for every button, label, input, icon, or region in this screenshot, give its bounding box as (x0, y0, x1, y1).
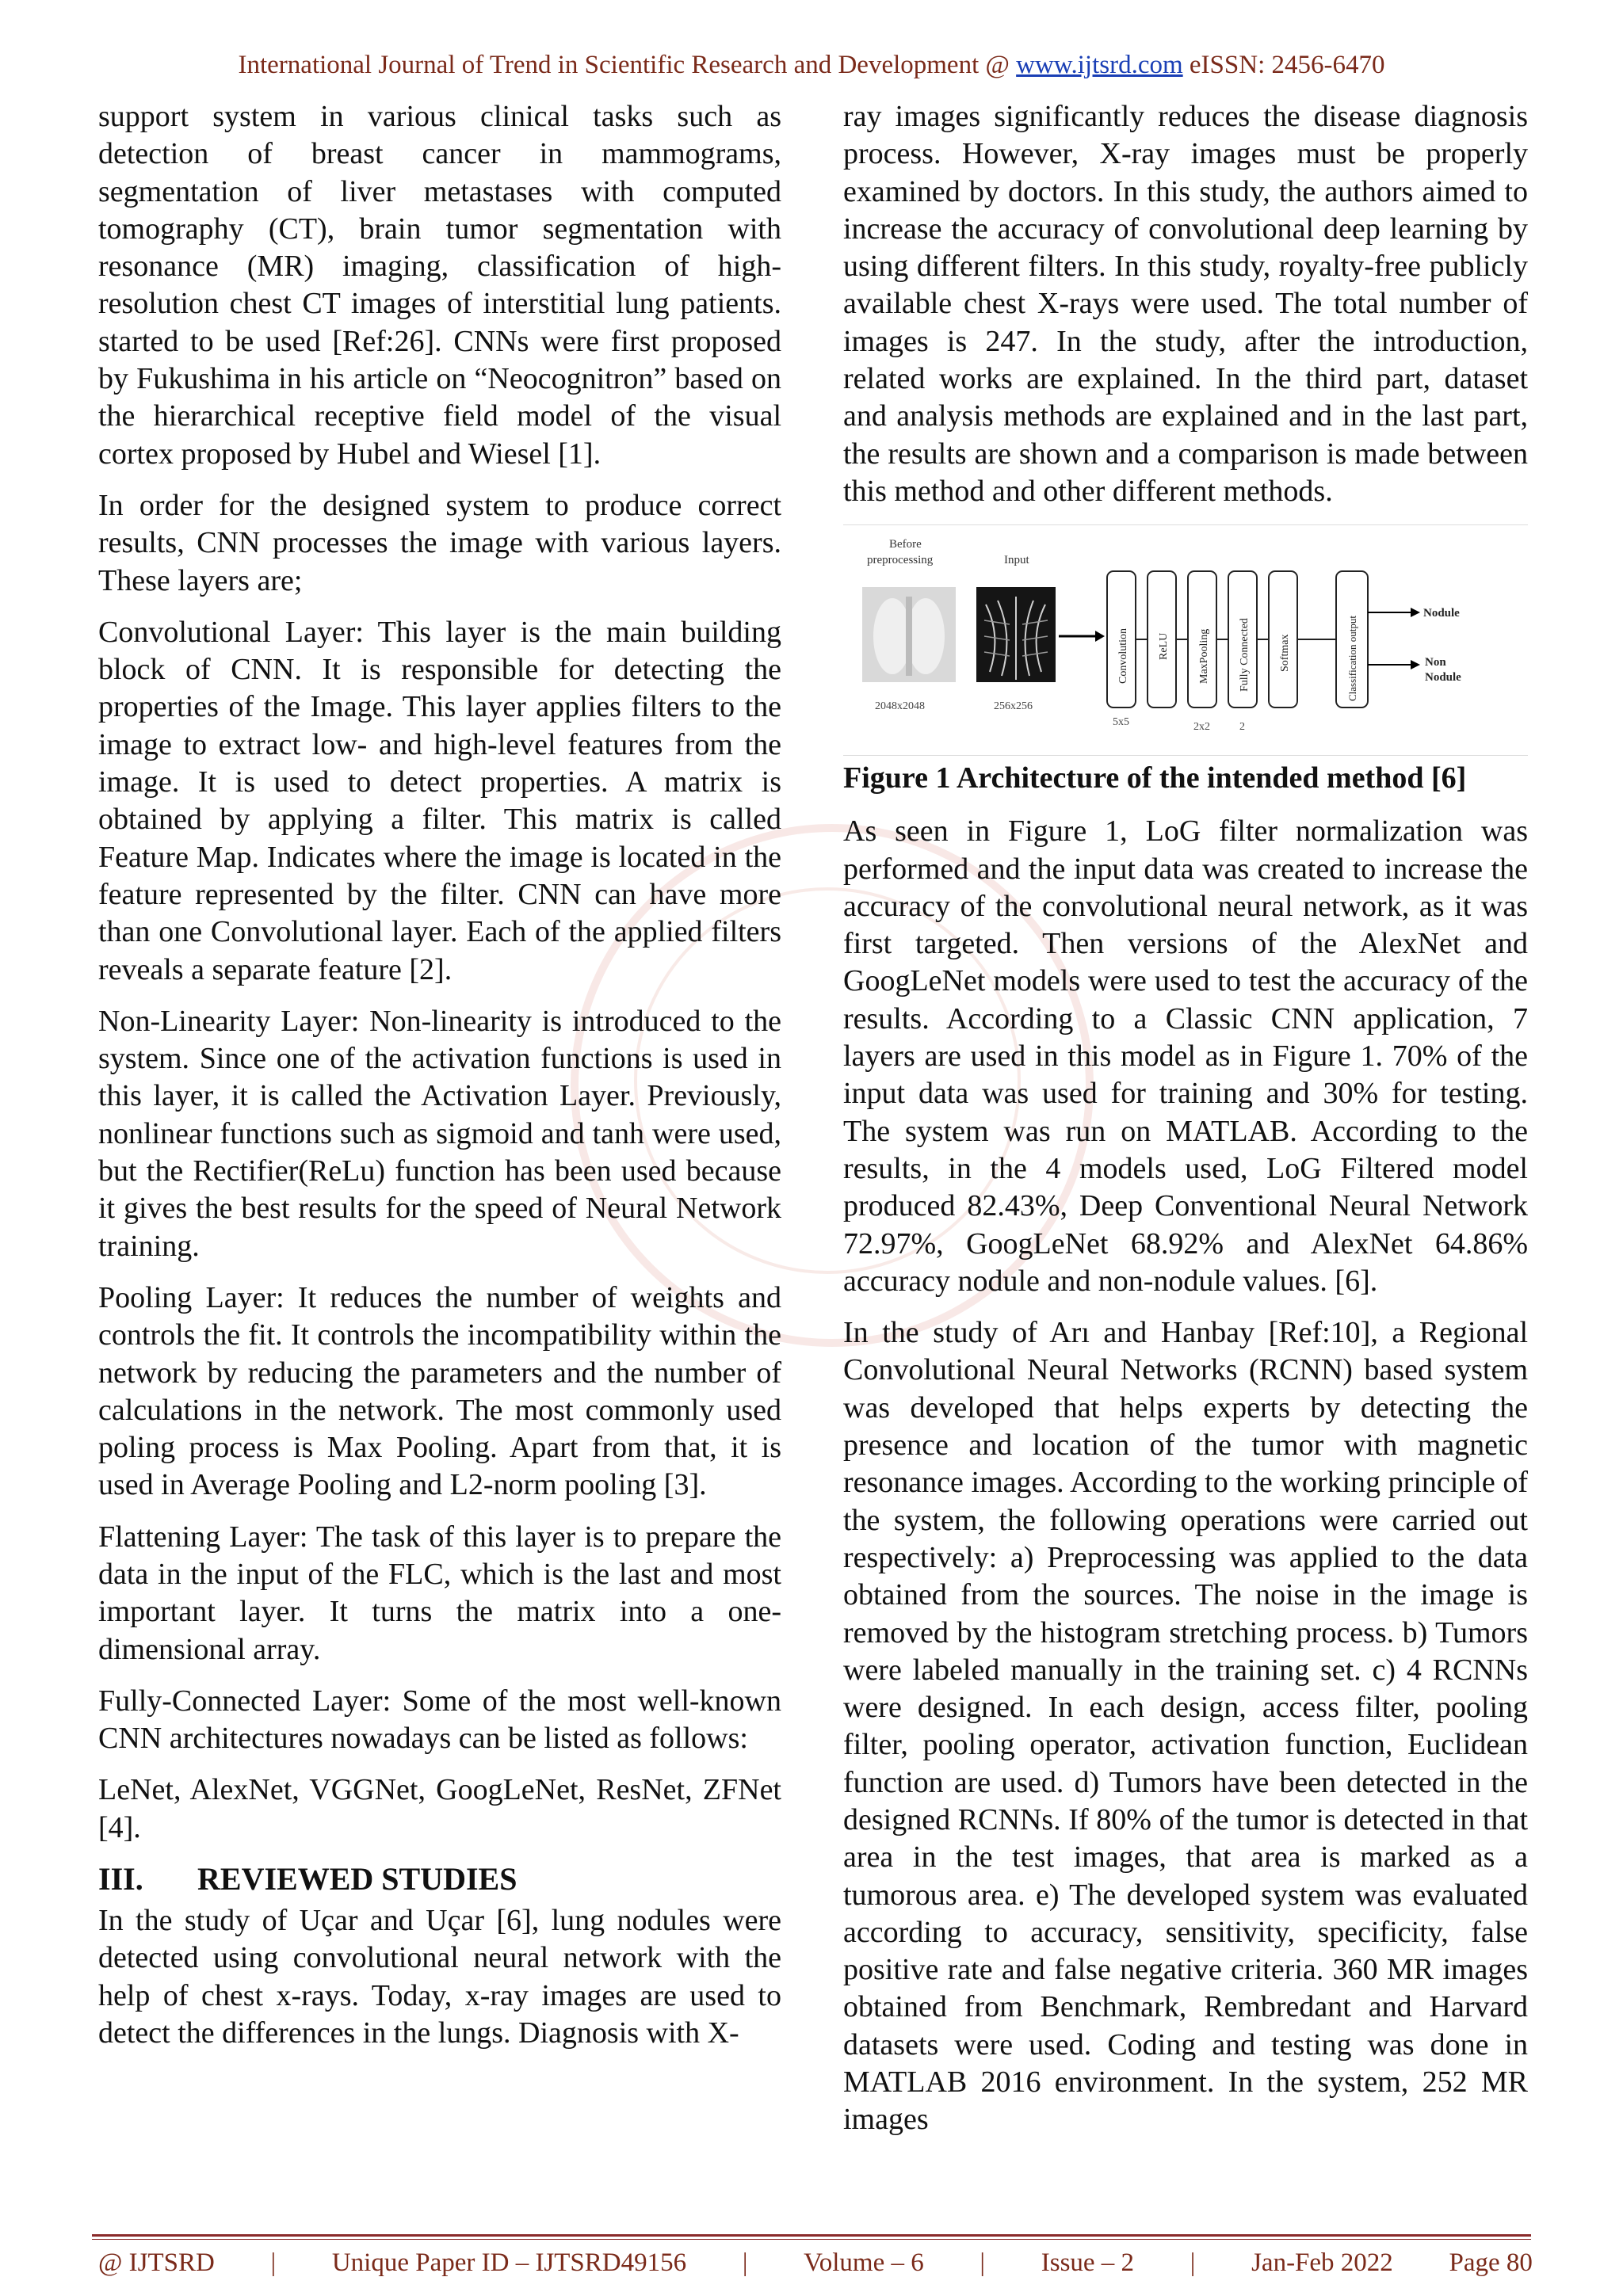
paragraph: In the study of Uçar and Uçar [6], lung nodules were detected using convolutional neural network with the help of chest x-rays. Today, x-ray images are used to detect the differences in the lungs. Diagnosis with X- (98, 1904, 781, 2050)
running-footer (98, 2247, 1533, 2279)
pool-size-label: 2x2 (1193, 721, 1210, 734)
output-non-nodule-label: Nodule (1425, 671, 1461, 685)
footer-page-number: Page 80 (1449, 2248, 1533, 2277)
layer-convolution-label: Convolution (1117, 628, 1129, 685)
output-nodule-label: Nodule (1423, 607, 1460, 620)
section-title: REVIEWED STUDIES (197, 1861, 517, 1897)
paragraph: As seen in Figure 1, LoG filter normalization was performed and the input data was created to increase the accuracy of the convolutional neural network, as it was first targeted. Then versions of the AlexNet and GoogLeNet models were used to test the accuracy of the results. According to a Classic CNN application, 7 layers are used in this model as in Figure 1. 70% of the input data was used for training and 30% for testing. The system was run on MATLAB. According to the results, in the 4 models used, LoG Filtered model produced 82.43%, Deep Conventional Neural Network 72.97%, GoogLeNet 68.92% and AlexNet 64.86% accuracy nodule and non-nodule values. [6]. (843, 814, 1528, 1298)
layer-softmax-label: Softmax (1279, 634, 1291, 673)
paragraph: Flattening Layer: The task of this layer is to prepare the data in the input of the FLC, which is the last and most important layer. It turns the matrix into a one-dimensional array. (98, 1520, 781, 1666)
left-column (98, 98, 781, 2066)
size-input-label: 256x256 (994, 700, 1033, 713)
paragraph: ray images significantly reduces the disease diagnosis process. However, X-ray images must be properly examined by doctors. In this study, the authors aimed to increase the accuracy of convolutional deep learning by using different filters. In this study, royalty-free publicly available chest X-rays were used. The total number of images is 247. In the study, after the introduction, related works are explained. In the third part, dataset and analysis methods are explained and in the last part, the results are shown and a comparison is made between this method and other different methods. (843, 100, 1528, 508)
layer-fully-connected-label: Fully Connected (1239, 618, 1251, 692)
paragraph: Pooling Layer: It reduces the number of weights and controls the fit. It controls the incompatibility within the network by reducing the parameters and the number of calculations in the network. The most commonly used poling process is Max Pooling. Apart from that, it is used in Average Pooling and L2-norm pooling [3]. (98, 1280, 781, 1502)
footer-volume: Volume – 6 (804, 2248, 924, 2277)
footer-separator: | (270, 2248, 277, 2277)
paragraph: Fully-Connected Layer: Some of the most well-known CNN architectures nowadays can be listed as follows: (98, 1684, 781, 1756)
layer-classification-output-label: Classification output (1346, 616, 1358, 702)
footer-rule (92, 2234, 1531, 2237)
paragraph: In the study of Arı and Hanbay [Ref:10], a Regional Convolutional Neural Networks (RCNN) based system was developed that helps experts by detecting the presence and location of the tumor with magnetic resonance images. According to the working principle of the system, the following operations were carried out respectively: a) Preprocessing was applied to the data obtained from the sources. The noise in the image is removed by the histogram stretching process. b) Tumors were labeled manually in the training set. c) 4 RCNNs were designed. In each design, access filter, pooling filter, pooling operator, activation function, Euclidean function are used. d) Tumors have been detected in the designed RCNNs. If 80% of the tumor is detected in that area in the test images, that area is marked as a tumorous area. e) The developed system was evaluated according to accuracy, sensitivity, specificity, false positive rate and false negative criteria. 360 MR images obtained from Benchmark, Rembredant and Harvard datasets were used. Coding and testing was done in MATLAB 2016 environment. In the system, 252 MR images (843, 1316, 1528, 2137)
footer-separator: | (742, 2248, 748, 2277)
before-label-2: preprocessing (867, 554, 934, 567)
xray-before-image (862, 587, 956, 682)
section-heading (98, 1861, 781, 1897)
footer-separator: | (980, 2248, 986, 2277)
architecture-figure (843, 524, 1528, 756)
layer-relu-label: ReLU (1158, 633, 1170, 661)
footer-issue: Issue – 2 (1041, 2248, 1135, 2277)
footer-rule-thin (92, 2239, 1531, 2240)
journal-name: International Journal of Trend in Scientific Research and Development @ (238, 51, 1017, 79)
before-label-1: Before (889, 538, 922, 551)
right-column (843, 98, 1528, 2153)
figure-caption: Figure 1 Architecture of the intended method [6] (843, 761, 1467, 795)
fc-size-label: 2 (1239, 721, 1245, 734)
footer-site: @ IJTSRD (98, 2248, 215, 2277)
paragraph: In order for the designed system to produce correct results, CNN processes the image with various layers. These layers are; (98, 488, 781, 597)
paragraph: Convolutional Layer: This layer is the main building block of CNN. It is responsible for detecting the properties of the Image. This layer applies filters to the image to extract low- and high-level features from the image. It is used to detect properties. A matrix is obtained by applying a filter. This matrix is called Feature Map. Indicates where the image is located in the feature represented by the filter. CNN can have more than one Convolutional layer. Each of the applied filters reveals a separate feature [2]. (98, 615, 781, 986)
footer-separator: | (1190, 2248, 1196, 2277)
xray-input-image (976, 587, 1056, 682)
output-non-label: Non (1425, 656, 1446, 669)
journal-issn: eISSN: 2456-6470 (1182, 51, 1385, 79)
running-header (0, 49, 1623, 81)
footer-paper-id: Unique Paper ID – IJTSRD49156 (331, 2248, 687, 2277)
paragraph: Non-Linearity Layer: Non-linearity is introduced to the system. Since one of the activation functions is used in this layer, it is called the Activation Layer. Previously, nonlinear functions such as sigmoid and tanh were used, but the Rectifier(ReLu) function has been used because it gives the best results for the speed of Neural Network training. (98, 1004, 781, 1263)
size-before-label: 2048x2048 (875, 700, 925, 713)
journal-url-link[interactable]: www.ijtsrd.com (1016, 51, 1183, 79)
layer-maxpooling-label: MaxPooling (1198, 629, 1210, 685)
paragraph: support system in various clinical tasks such as detection of breast cancer in mammograms, segmentation of liver metastases with computed tomography (CT), brain tumor segmentation with resonance (MR) imaging, classification of high-resolution chest CT images of interstitial lung patients. started to be used [Ref:26]. CNNs were first proposed by Fukushima in his article on “Neocognitron” based on the hierarchical receptive field model of the visual cortex proposed by Hubel and Wiesel [1]. (98, 100, 781, 471)
section-number: III. (98, 1861, 143, 1897)
conv-size-label: 5x5 (1113, 716, 1129, 729)
paragraph: LeNet, AlexNet, VGGNet, GoogLeNet, ResNet, ZFNet [4]. (98, 1773, 781, 1844)
footer-date: Jan-Feb 2022 (1251, 2248, 1393, 2277)
input-label: Input (1004, 554, 1029, 567)
